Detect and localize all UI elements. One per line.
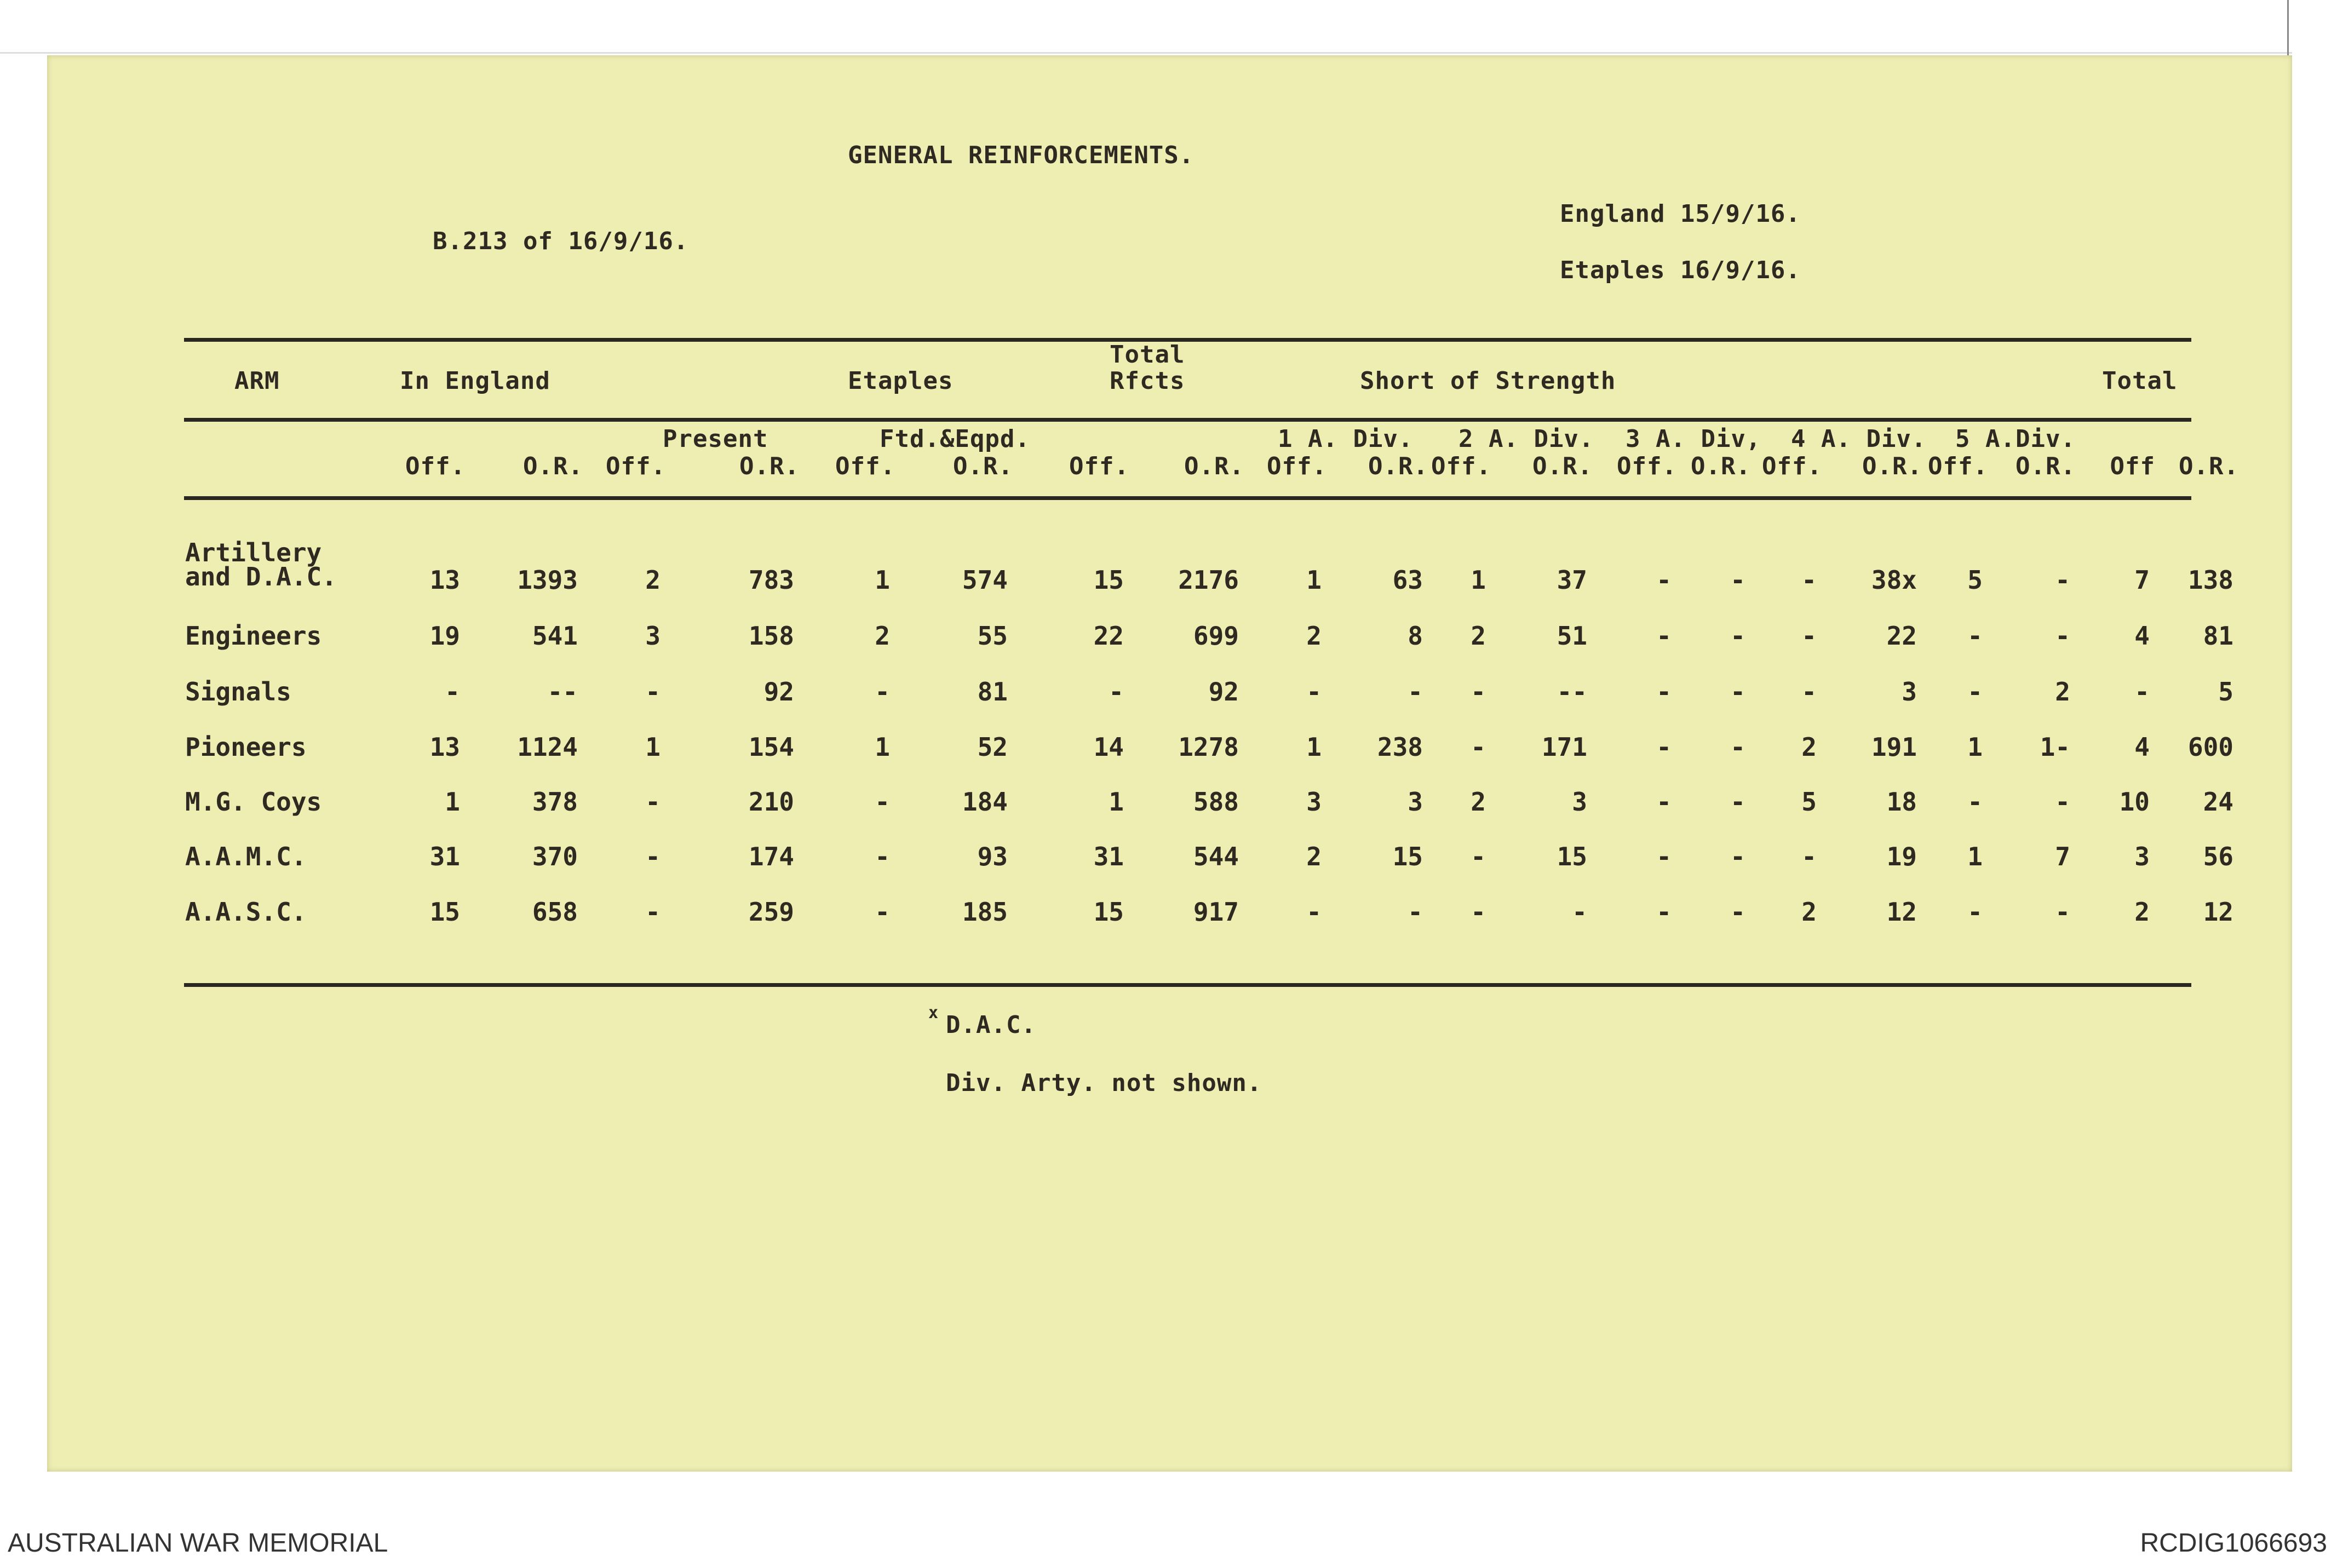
table-cell: 1278 (1178, 732, 1239, 762)
table-cell: 1393 (517, 565, 578, 595)
table-cell: 574 (962, 565, 1008, 595)
table-cell: - (875, 842, 890, 871)
row-arm-label: A.A.M.C. (185, 842, 307, 871)
table-cell: 18 (1886, 787, 1917, 817)
table-cell: 138 (2187, 565, 2233, 595)
table-cell: - (1306, 897, 1322, 927)
table-cell: - (1656, 621, 1672, 651)
sub-header-cell: Off. (606, 452, 666, 480)
table-cell: 699 (1193, 621, 1239, 651)
document-sheet (47, 55, 2292, 1472)
table-cell: 2 (1801, 897, 1817, 927)
header-etaples: Etaples (848, 367, 954, 395)
table-cell: - (645, 787, 661, 817)
sub-header-cell: Off. (1431, 452, 1491, 480)
table-cell: - (1109, 677, 1124, 707)
table-cell: 378 (532, 787, 578, 817)
header-in-england: In England (400, 367, 550, 395)
row-arm-label-line2: and D.A.C. (185, 562, 337, 591)
scan-right-margin (2292, 0, 2337, 1533)
table-cell: 15 (1392, 842, 1423, 871)
table-cell: - (1408, 897, 1423, 927)
table-cell: 1- (2040, 732, 2070, 762)
table-cell: 4 (2134, 621, 2150, 651)
table-cell: 2 (875, 621, 890, 651)
sub-header-cell: Off. (1617, 452, 1677, 480)
table-cell: 3 (1902, 677, 1917, 707)
table-cell: 2176 (1178, 565, 1239, 595)
table-cell: 55 (977, 621, 1008, 651)
table-cell: 10 (2119, 787, 2150, 817)
table-cell: - (2134, 677, 2150, 707)
header-ftd-eqpd: Ftd.&Eqpd. (880, 425, 1030, 453)
table-top-rule (184, 338, 2191, 342)
header-2-div: 2 A. Div. (1459, 425, 1594, 453)
table-cell: 2 (1306, 621, 1322, 651)
header-5-div: 5 A.Div. (1955, 425, 2076, 453)
table-cell: 15 (1093, 897, 1124, 927)
table-cell: - (645, 897, 661, 927)
table-cell: 51 (1557, 621, 1587, 651)
table-cell: 3 (1572, 787, 1587, 817)
table-cell: -- (1557, 677, 1587, 707)
row-arm-label: Artillery (185, 538, 322, 567)
table-cell: - (875, 897, 890, 927)
date-etaples: Etaples 16/9/16. (1560, 256, 1801, 284)
table-cell: - (2055, 897, 2070, 927)
table-cell: 259 (748, 897, 794, 927)
footnote-mark: x (928, 1003, 939, 1023)
table-cell: - (1730, 897, 1745, 927)
table-cell: - (1801, 621, 1817, 651)
header-total: Total (2102, 367, 2178, 395)
table-cell: 185 (962, 897, 1008, 927)
sub-header-cell: Off. (1069, 452, 1129, 480)
table-cell: 2 (1801, 732, 1817, 762)
table-cell: 2 (645, 565, 661, 595)
document-title: GENERAL REINFORCEMENTS. (848, 141, 1195, 169)
table-cell: 22 (1093, 621, 1124, 651)
table-cell: 37 (1557, 565, 1587, 595)
table-cell: 1 (645, 732, 661, 762)
scan-edge-line (2287, 0, 2289, 60)
header-short-of-strength: Short of Strength (1360, 367, 1616, 395)
table-cell: 600 (2187, 732, 2233, 762)
table-cell: - (1471, 677, 1486, 707)
table-cell: 93 (977, 842, 1008, 871)
table-cell: 12 (1886, 897, 1917, 927)
table-cell: 191 (1871, 732, 1917, 762)
table-cell: 1 (1471, 565, 1486, 595)
archive-id: RCDIG1066693 (2140, 1529, 2327, 1558)
table-cell: 52 (977, 732, 1008, 762)
table-cell: 13 (429, 565, 460, 595)
table-cell: 154 (748, 732, 794, 762)
table-cell: - (1801, 677, 1817, 707)
table-cell: 8 (1408, 621, 1423, 651)
table-cell: - (1967, 787, 1983, 817)
row-arm-label: A.A.S.C. (185, 897, 307, 927)
table-cell: 1 (1967, 732, 1983, 762)
table-cell: - (2055, 621, 2070, 651)
date-england: England 15/9/16. (1560, 200, 1801, 228)
table-cell: 1 (1306, 565, 1322, 595)
table-cell: - (445, 677, 460, 707)
sub-header-cell: Off. (835, 452, 895, 480)
table-cell: 2 (1471, 621, 1486, 651)
header-total-rfcts-line2: Rfcts (1110, 367, 1185, 395)
row-arm-label: M.G. Coys (185, 787, 322, 817)
table-cell: 2 (1306, 842, 1322, 871)
table-cell: 2 (1471, 787, 1486, 817)
table-cell: 370 (532, 842, 578, 871)
table-cell: 4 (2134, 732, 2150, 762)
sub-header-cell: O.R. (1532, 452, 1593, 480)
table-cell: - (1730, 565, 1745, 595)
table-cell: 81 (2203, 621, 2233, 651)
table-cell: - (1471, 732, 1486, 762)
header-rule (184, 418, 2191, 422)
table-cell: - (1656, 565, 1672, 595)
table-cell: 1 (1967, 842, 1983, 871)
table-cell: 1 (445, 787, 460, 817)
table-cell: 917 (1193, 897, 1239, 927)
table-cell: 5 (1967, 565, 1983, 595)
table-cell: - (2055, 565, 2070, 595)
sub-header-cell: O.R. (2179, 452, 2239, 480)
table-cell: - (1967, 621, 1983, 651)
sub-header-cell: Off. (1267, 452, 1327, 480)
table-cell: - (1730, 677, 1745, 707)
sub-header-cell: O.R. (1184, 452, 1244, 480)
table-cell: 24 (2203, 787, 2233, 817)
sub-header-cell: Off (2110, 452, 2155, 480)
table-cell: - (875, 787, 890, 817)
table-cell: - (645, 842, 661, 871)
table-cell: 22 (1886, 621, 1917, 651)
table-cell: 658 (532, 897, 578, 927)
table-cell: - (1572, 897, 1587, 927)
table-cell: 7 (2055, 842, 2070, 871)
sub-header-cell: O.R. (953, 452, 1013, 480)
table-cell: - (2055, 787, 2070, 817)
row-arm-label: Signals (185, 677, 291, 707)
table-cell: - (1801, 565, 1817, 595)
header-present: Present (663, 425, 768, 453)
reference-number: B.213 of 16/9/16. (433, 227, 689, 255)
archive-label: AUSTRALIAN WAR MEMORIAL (8, 1529, 388, 1558)
table-cell: - (1471, 842, 1486, 871)
table-cell: - (1967, 677, 1983, 707)
sub-header-cell: Off. (1762, 452, 1822, 480)
table-cell: - (1730, 621, 1745, 651)
table-cell: 1124 (517, 732, 578, 762)
table-cell: 31 (429, 842, 460, 871)
sub-header-cell: O.R. (523, 452, 583, 480)
table-cell: 56 (2203, 842, 2233, 871)
table-cell: 158 (748, 621, 794, 651)
table-bottom-rule (184, 983, 2191, 987)
table-cell: - (1656, 897, 1672, 927)
table-cell: - (1730, 787, 1745, 817)
table-cell: 92 (1208, 677, 1239, 707)
table-cell: 171 (1541, 732, 1587, 762)
sub-header-cell: Off. (405, 452, 466, 480)
table-cell: 63 (1392, 565, 1423, 595)
header-1-div: 1 A. Div. (1278, 425, 1414, 453)
table-cell: 15 (1093, 565, 1124, 595)
header-3-div: 3 A. Div, (1626, 425, 1761, 453)
row-arm-label: Engineers (185, 621, 322, 651)
table-cell: 174 (748, 842, 794, 871)
header-total-rfcts-line1: Total (1110, 341, 1185, 369)
table-cell: 2 (2055, 677, 2070, 707)
table-cell: - (1730, 842, 1745, 871)
table-cell: 14 (1093, 732, 1124, 762)
table-cell: - (1656, 677, 1672, 707)
table-cell: 544 (1193, 842, 1239, 871)
sub-header-cell: Off. (1928, 452, 1988, 480)
table-cell: - (1471, 897, 1486, 927)
sub-header-rule (184, 496, 2191, 500)
table-cell: 12 (2203, 897, 2233, 927)
table-cell: - (875, 677, 890, 707)
table-cell: 15 (429, 897, 460, 927)
table-cell: 13 (429, 732, 460, 762)
table-cell: - (1306, 677, 1322, 707)
table-cell: - (1801, 842, 1817, 871)
sub-header-cell: O.R. (2016, 452, 2076, 480)
table-cell: 31 (1093, 842, 1124, 871)
table-cell: 15 (1557, 842, 1587, 871)
table-cell: 7 (2134, 565, 2150, 595)
table-cell: - (1656, 732, 1672, 762)
table-cell: 1 (1306, 732, 1322, 762)
table-cell: 3 (1306, 787, 1322, 817)
table-cell: 5 (1801, 787, 1817, 817)
sub-header-cell: O.R. (1368, 452, 1428, 480)
table-cell: 92 (763, 677, 794, 707)
table-cell: 541 (532, 621, 578, 651)
sub-header-cell: O.R. (1862, 452, 1922, 480)
table-cell: 1 (875, 732, 890, 762)
table-cell: 588 (1193, 787, 1239, 817)
table-cell: 238 (1377, 732, 1423, 762)
table-cell: 81 (977, 677, 1008, 707)
table-cell: 3 (2134, 842, 2150, 871)
sub-header-cell: O.R. (739, 452, 800, 480)
table-cell: -- (547, 677, 578, 707)
table-cell: 38x (1871, 565, 1917, 595)
table-cell: 184 (962, 787, 1008, 817)
table-cell: - (1967, 897, 1983, 927)
table-cell: 3 (645, 621, 661, 651)
table-cell: 2 (2134, 897, 2150, 927)
table-cell: 783 (748, 565, 794, 595)
footnote-div-arty: Div. Arty. not shown. (946, 1069, 1262, 1097)
table-cell: 1 (875, 565, 890, 595)
row-arm-label: Pioneers (185, 732, 307, 762)
table-cell: - (1656, 787, 1672, 817)
table-cell: - (1656, 842, 1672, 871)
header-4-div: 4 A. Div. (1791, 425, 1927, 453)
table-cell: 19 (1886, 842, 1917, 871)
table-cell: - (645, 677, 661, 707)
table-cell: 1 (1109, 787, 1124, 817)
table-cell: - (1730, 732, 1745, 762)
sub-header-cell: O.R. (1691, 452, 1751, 480)
scan-top-margin (0, 0, 2337, 54)
table-cell: 5 (2218, 677, 2233, 707)
table-cell: 19 (429, 621, 460, 651)
table-cell: 210 (748, 787, 794, 817)
table-cell: - (1408, 677, 1423, 707)
header-arm: ARM (234, 367, 280, 395)
footnote-dac: D.A.C. (946, 1011, 1036, 1039)
table-cell: 3 (1408, 787, 1423, 817)
